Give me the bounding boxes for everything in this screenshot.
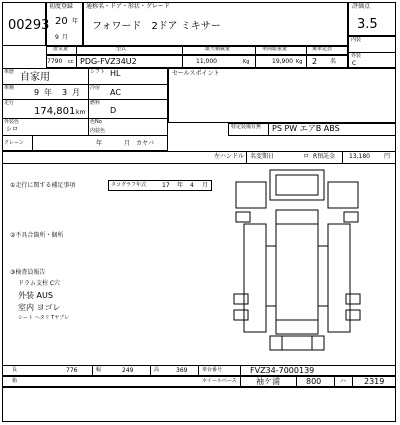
inspection-month-unit: 月: [72, 88, 80, 97]
chassis-label: 車台番号: [202, 367, 223, 373]
inspector-label: ③検査員報告: [10, 269, 46, 276]
wheelbase-value: 2319: [364, 377, 385, 386]
gross-weight-value: 19,900: [272, 58, 293, 65]
crane-maker: カヤバ: [136, 140, 155, 147]
exterior-grade: C: [352, 60, 357, 67]
sales-point-label: セールスポイント: [172, 70, 220, 77]
crane-label: クレーン: [4, 140, 24, 146]
recycle-unit: 円: [384, 153, 391, 160]
capacity-unit: 名: [330, 58, 337, 65]
max-load-unit: Kg: [243, 59, 250, 65]
crane-year-label: 年: [96, 140, 103, 147]
ac-label: 冷房: [90, 85, 101, 91]
inspector-line-3: 室内 ヨゴレ: [18, 303, 61, 312]
rear-bumper: [270, 336, 324, 350]
name-transfer-label: 名変期日: [250, 153, 275, 160]
color-no-label: 色No: [90, 119, 102, 125]
recycle-mark: ロ: [303, 153, 310, 160]
truck-diagram: [222, 166, 372, 358]
defect-label: ②不具合箇所・個所: [10, 232, 64, 239]
inspection-year-unit: 年: [44, 88, 52, 97]
front-left-wheel: [236, 212, 250, 222]
gross-weight-unit: Kg: [296, 59, 303, 65]
reg-month: 9: [55, 34, 59, 41]
rear-left-wheel-1: [234, 294, 248, 304]
right-cab-side: [328, 182, 358, 208]
wheelbase-label: ホイールベース: [202, 378, 237, 384]
wheelbase-mark: ハ: [340, 378, 347, 385]
displacement-label: 排気量: [53, 46, 69, 52]
shift-label: シフト: [90, 69, 106, 75]
equipment-items: PS PW エアB ABS: [272, 124, 340, 133]
usage-value: 自家用: [20, 72, 50, 83]
reg-year: 20: [55, 16, 68, 27]
bed-outline: [276, 210, 318, 334]
left-cab-side: [236, 182, 266, 208]
capacity-label: 乗車定員: [312, 46, 333, 52]
inspection-year: 9: [34, 88, 40, 97]
gross-weight-label: 車両総重量: [262, 46, 288, 52]
mileage-value: 174,801: [34, 106, 76, 117]
box-location: 袖ケ浦: [256, 377, 280, 386]
color-value: シロ: [6, 126, 19, 133]
box-row: [2, 376, 396, 387]
exterior-label: 外装: [351, 53, 362, 59]
inspector-line-2: 外装 AUS: [18, 291, 53, 300]
length-value: 776: [66, 367, 78, 374]
tacho-year: 17: [162, 182, 170, 189]
displacement-value: 7790: [47, 58, 63, 65]
score-value: 3.5: [357, 17, 378, 32]
color-label: 外装色: [4, 119, 20, 125]
interior-label: 内装: [351, 37, 362, 43]
tacho-label: タコグラフ年式: [111, 182, 147, 188]
left-body-side: [244, 224, 266, 332]
fuel-value: D: [110, 106, 117, 115]
inspector-line-1: ドラム支柱 C穴: [18, 280, 61, 287]
capacity-value: 2: [312, 57, 318, 66]
dimension-row: [2, 365, 396, 376]
ac-value: AC: [110, 88, 121, 97]
front-right-wheel: [344, 212, 358, 222]
rear-right-wheel-2: [346, 310, 360, 320]
model-label: 型式: [116, 46, 127, 52]
recycle-amount: 13,180: [349, 153, 370, 160]
length-label: 長: [12, 367, 18, 373]
width-value: 249: [122, 367, 134, 374]
trim-label: 内装色: [90, 128, 106, 134]
mileage-label: 走行: [4, 100, 15, 106]
usage-label: 車歴: [4, 69, 15, 75]
max-load-label: 最大積載量: [205, 46, 231, 52]
displacement-unit: cc: [68, 59, 74, 65]
left-handle-label: 左ハンドル: [214, 153, 245, 160]
tacho-month-unit: 月: [202, 182, 209, 189]
handle-row: [2, 151, 396, 164]
rear-left-wheel-2: [234, 310, 248, 320]
shift-value: HL: [110, 69, 121, 78]
rear-right-wheel-1: [346, 294, 360, 304]
model-value: PDG-FVZ34U2: [80, 57, 137, 66]
height-label: 高: [154, 367, 160, 373]
footer-blank: [2, 387, 396, 422]
windshield: [276, 175, 318, 195]
mileage-unit: km: [76, 109, 86, 116]
lot-number: 00293: [8, 18, 50, 33]
width-label: 幅: [96, 367, 102, 373]
right-body-side: [328, 224, 350, 332]
reg-month-label: 月: [62, 34, 69, 41]
box-value: 800: [306, 377, 322, 386]
tacho-month: 4: [190, 182, 194, 189]
vehicle-title: フォワード 2ドア ミキサー: [92, 21, 221, 32]
fuel-label: 燃料: [90, 100, 101, 106]
crane-month-label: 月: [124, 140, 131, 147]
chassis-number: FVZ34-7000139: [250, 366, 315, 375]
inspection-month: 3: [62, 88, 68, 97]
box-label: 箱: [12, 378, 18, 384]
max-load-value: 11,000: [196, 58, 217, 65]
score-label: 評価点: [352, 3, 371, 10]
inspection-label: 車検: [4, 85, 15, 91]
reg-year-label: 年: [72, 18, 79, 25]
first-reg-label: 初度登録: [49, 3, 74, 10]
running-notes-label: ①走行に関する補足事項: [10, 182, 76, 189]
spec-label-row: [46, 46, 348, 55]
vehicle-name-label: 通称名・ドア・形状・グレード: [86, 3, 170, 10]
recycle-label: R預託金: [313, 153, 336, 160]
equipment-label: 特定装備有無: [231, 124, 262, 130]
inspector-line-4: シート ヘタリ Tヤブレ: [18, 315, 70, 321]
tacho-year-unit: 年: [177, 182, 184, 189]
height-value: 369: [176, 367, 188, 374]
